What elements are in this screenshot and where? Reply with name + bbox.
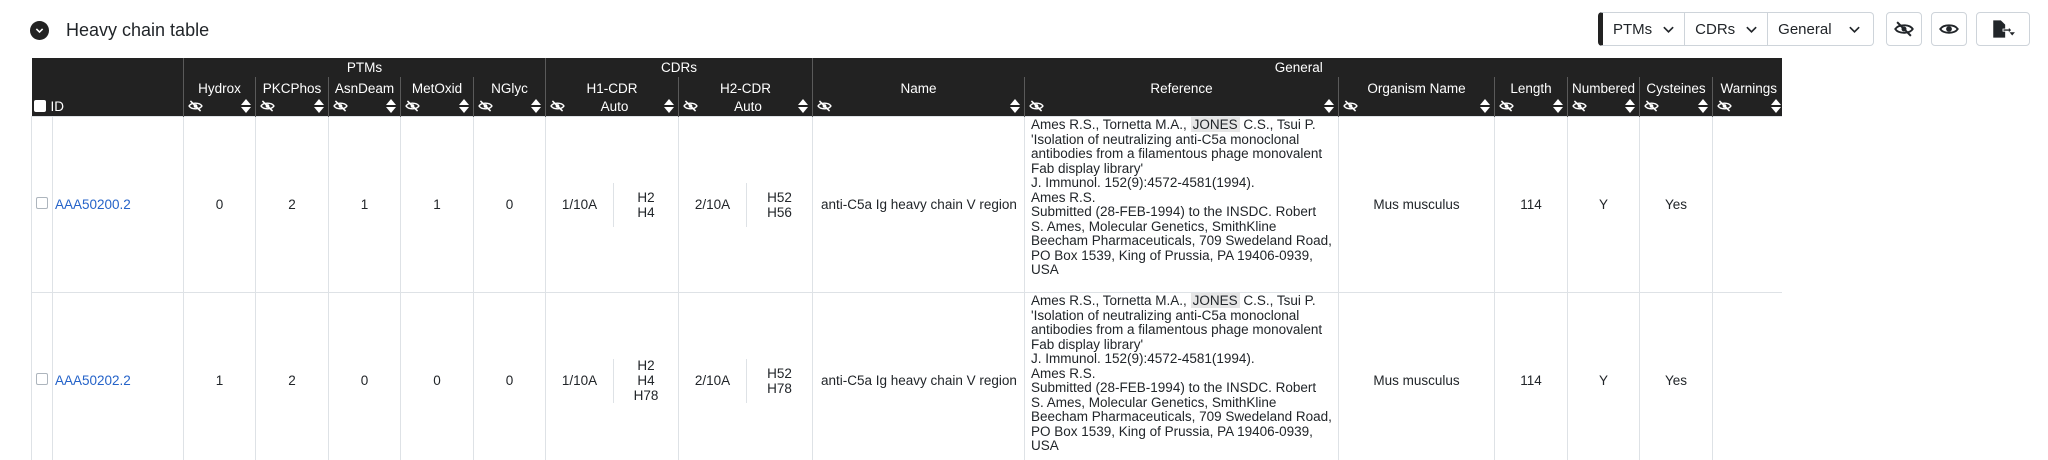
chevron-down-icon <box>1745 23 1758 36</box>
cysteines-cell: Yes <box>1640 117 1713 293</box>
h2cdr-count: 2/10A <box>679 183 747 227</box>
name-cell: anti-C5a Ig heavy chain V region <box>813 293 1025 460</box>
name-cell: anti-C5a Ig heavy chain V region <box>813 117 1025 293</box>
hide-column-icon[interactable] <box>817 100 832 112</box>
table-title-bar <box>30 16 209 44</box>
hide-column-icon[interactable] <box>260 100 275 112</box>
hide-column-icon[interactable] <box>683 100 698 112</box>
h2cdr-positions: H52 H56 <box>767 189 792 220</box>
highlight: JONES <box>1192 293 1238 308</box>
h2cdr-positions: H52 H78 <box>767 365 792 396</box>
sort-icon[interactable] <box>531 99 541 113</box>
column-header-id[interactable]: ID <box>50 98 64 114</box>
row-checkbox[interactable] <box>36 373 48 385</box>
h1cdr-count: 1/10A <box>546 359 614 403</box>
hide-column-icon[interactable] <box>1029 100 1044 112</box>
sort-icon[interactable] <box>1480 99 1490 113</box>
length-cell: 114 <box>1495 293 1568 460</box>
sort-icon[interactable] <box>1553 99 1563 113</box>
h1-mode-label[interactable]: Auto <box>600 98 629 114</box>
group-header-cdrs: CDRs <box>546 58 813 77</box>
h1cdr-cell <box>546 293 679 460</box>
length-cell: 114 <box>1495 117 1568 293</box>
h1cdr-positions: H2 H4 H78 <box>633 358 659 403</box>
file-export-icon <box>1990 19 2016 39</box>
sort-icon[interactable] <box>459 99 469 113</box>
h1cdr-positions: H2 H4 <box>637 189 655 220</box>
hide-column-icon[interactable] <box>1499 100 1514 112</box>
highlight: JONES <box>1192 117 1238 132</box>
hide-column-icon[interactable] <box>550 100 565 112</box>
column-header-numbered: Numbered <box>1568 77 1640 96</box>
pkcphos-cell: 2 <box>256 117 329 293</box>
h2cdr-cell <box>679 117 813 293</box>
column-header-pkcphos: PKCPhos <box>256 77 329 96</box>
sort-icon[interactable] <box>1771 99 1781 113</box>
header-group-row <box>32 58 1783 77</box>
ptms-group-dropdown[interactable] <box>1603 13 1685 45</box>
h1cdr-cell <box>546 117 679 293</box>
eye-icon <box>1939 19 1959 39</box>
h2-mode-label[interactable]: Auto <box>734 98 762 114</box>
show-columns-button[interactable] <box>1931 12 1967 46</box>
column-header-reference: Reference <box>1025 77 1339 96</box>
column-header-metoxid: MetOxid <box>401 77 474 96</box>
sort-icon[interactable] <box>1010 99 1020 113</box>
hide-column-icon[interactable] <box>478 100 493 112</box>
export-button[interactable] <box>1976 12 2030 46</box>
hide-column-icon[interactable] <box>333 100 348 112</box>
h1cdr-count: 1/10A <box>546 183 614 227</box>
sequence-id-link[interactable]: AAA50200.2 <box>55 197 131 212</box>
nglyc-cell: 0 <box>474 117 546 293</box>
metoxid-cell: 0 <box>401 293 474 460</box>
page-title: Heavy chain table <box>66 19 210 40</box>
numbered-cell: Y <box>1568 117 1640 293</box>
sort-icon[interactable] <box>664 99 674 113</box>
asndeam-cell: 0 <box>329 293 401 460</box>
column-header-organism: Organism Name <box>1339 77 1495 96</box>
column-header-nglyc: NGlyc <box>474 77 546 96</box>
chevron-down-icon[interactable] <box>30 21 49 40</box>
column-header-warnings: Warnings <box>1713 77 1783 96</box>
hide-column-icon[interactable] <box>1572 100 1587 112</box>
h2cdr-count: 2/10A <box>679 359 747 403</box>
hide-column-icon[interactable] <box>188 100 203 112</box>
hydrox-cell: 1 <box>184 293 256 460</box>
sort-icon[interactable] <box>314 99 324 113</box>
pkcphos-cell: 2 <box>256 293 329 460</box>
select-all-checkbox[interactable] <box>34 100 46 112</box>
column-header-hydrox: Hydrox <box>184 77 256 96</box>
column-header-asndeam: AsnDeam <box>329 77 401 96</box>
hide-column-icon[interactable] <box>1644 100 1659 112</box>
hide-column-icon[interactable] <box>1343 100 1358 112</box>
table-toolbar <box>1598 12 2030 46</box>
ptms-group-label: PTMs <box>1613 20 1653 38</box>
warnings-cell <box>1713 117 1783 293</box>
sort-icon[interactable] <box>798 99 808 113</box>
reference-cell: Ames R.S., Tornetta M.A., JONES C.S., Tsui P. 'Isolation of neutralizing anti-C5a monoclonal antibodies from a filamentous phage monovalent Fab display library' J. Immunol. 152(9):4572-4581(1994). Ames R.S. Submitted (28-FEB-1994) to the INSDC. Robert S. Ames, Molecular Genetics, SmithKline Beecham Pharmaceuticals, 709 Swedeland Road, PO Box 1539, King of Prussia, PA 19406-0939, USA <box>1025 117 1339 293</box>
sort-icon[interactable] <box>1698 99 1708 113</box>
column-header-name: Name <box>813 77 1025 96</box>
heavy-chain-table <box>31 58 1782 460</box>
sort-icon[interactable] <box>386 99 396 113</box>
hide-column-icon[interactable] <box>405 100 420 112</box>
row-checkbox[interactable] <box>36 197 48 209</box>
column-group-selector <box>1598 12 1874 46</box>
column-header-h1cdr: H1-CDR <box>546 77 679 96</box>
header-column-row <box>32 77 1783 96</box>
column-header-h2cdr: H2-CDR <box>679 77 813 96</box>
cdrs-group-dropdown[interactable] <box>1685 13 1768 45</box>
chevron-down-icon <box>1848 23 1861 36</box>
table-row <box>32 117 1783 293</box>
eye-slash-icon <box>1894 19 1914 39</box>
header-controls-row <box>32 96 1783 117</box>
reference-cell: Ames R.S., Tornetta M.A., JONES C.S., Tsui P. 'Isolation of neutralizing anti-C5a monoclonal antibodies from a filamentous phage monovalent Fab display library' J. Immunol. 152(9):4572-4581(1994). Ames R.S. Submitted (28-FEB-1994) to the INSDC. Robert S. Ames, Molecular Genetics, SmithKline Beecham Pharmaceuticals, 709 Swedeland Road, PO Box 1539, King of Prussia, PA 19406-0939, USA <box>1025 293 1339 460</box>
general-group-label: General <box>1778 20 1832 38</box>
column-header-length: Length <box>1495 77 1568 96</box>
asndeam-cell: 1 <box>329 117 401 293</box>
organism-cell: Mus musculus <box>1339 293 1495 460</box>
cdrs-group-label: CDRs <box>1695 20 1736 38</box>
metoxid-cell: 1 <box>401 117 474 293</box>
nglyc-cell: 0 <box>474 293 546 460</box>
hydrox-cell: 0 <box>184 117 256 293</box>
sequence-id-link[interactable]: AAA50202.2 <box>55 373 131 388</box>
organism-cell: Mus musculus <box>1339 117 1495 293</box>
h2cdr-cell <box>679 293 813 460</box>
hide-columns-button[interactable] <box>1886 12 1922 46</box>
chevron-down-icon <box>1662 23 1675 36</box>
empty-group-header <box>32 58 184 77</box>
sort-icon[interactable] <box>1324 99 1334 113</box>
group-header-ptms: PTMs <box>184 58 546 77</box>
hide-column-icon[interactable] <box>1717 100 1732 112</box>
warnings-cell <box>1713 293 1783 460</box>
group-header-general: General <box>813 58 1783 77</box>
cysteines-cell: Yes <box>1640 293 1713 460</box>
table-row <box>32 293 1783 460</box>
general-group-dropdown[interactable] <box>1768 13 1872 45</box>
column-header-cysteines: Cysteines <box>1640 77 1713 96</box>
numbered-cell: Y <box>1568 293 1640 460</box>
sort-icon[interactable] <box>1625 99 1635 113</box>
sort-icon[interactable] <box>241 99 251 113</box>
